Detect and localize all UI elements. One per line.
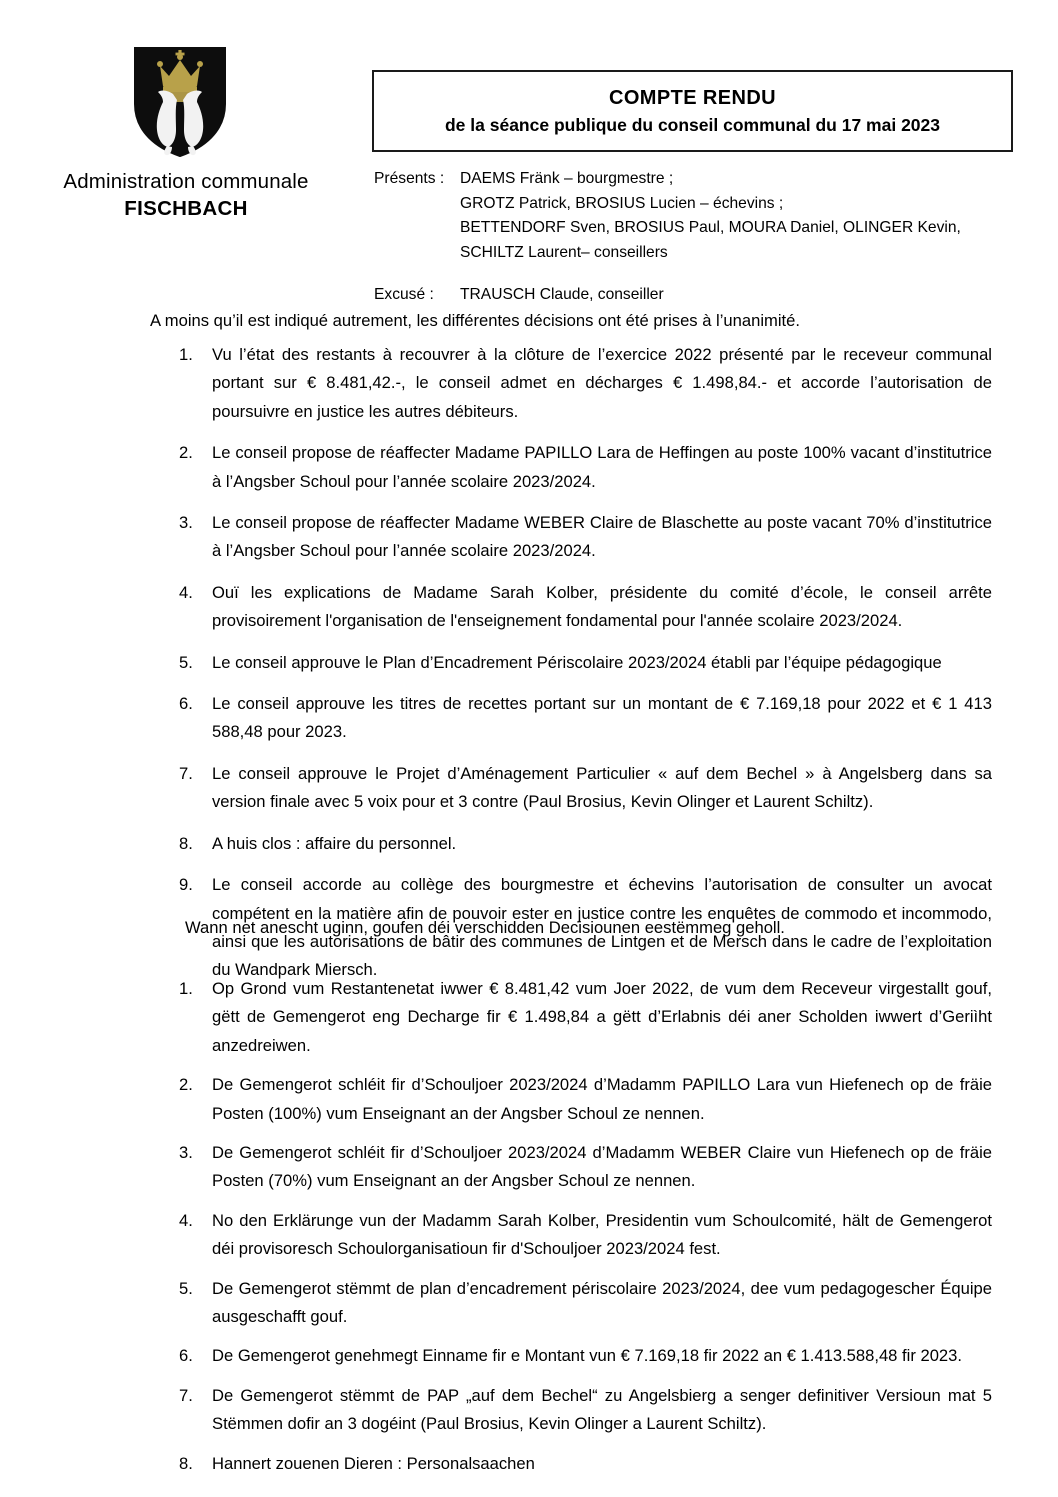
list-item-text: Le conseil propose de réaffecter Madame WEBER Claire de Blaschette au poste vacant 70% d’institutrice à l’Angsber Schoul pour l’année scolaire 2023/2024.	[212, 513, 992, 561]
list-item	[150, 649, 992, 677]
document-title-box	[372, 70, 1013, 152]
attendance-block	[374, 167, 1014, 308]
list-item-number: 2.	[179, 443, 193, 463]
list-item-text: Vu l’état des restants à recouvrer à la clôture de l’exercice 2022 présenté par le receveur communal portant sur € 8.481,42.-, le conseil admet en décharges € 1.498,84.- et accorde l’autorisation de poursuivre en justice les autres débiteurs.	[212, 345, 992, 421]
list-item-text: Le conseil approuve le Projet d’Aménagement Particulier « auf dem Bechel » à Angelsberg dans sa version finale avec 5 voix pour et 3 contre (Paul Brosius, Kevin Olinger et Laurent Schiltz).	[212, 763, 992, 812]
luxembourgish-decisions-list	[150, 975, 992, 1478]
organization-name	[0, 168, 372, 222]
attendance-row-excused	[374, 283, 1014, 308]
attendance-label-excused: Excusé :	[374, 286, 434, 303]
attendance-values-excused	[460, 283, 1014, 308]
list-item	[150, 509, 992, 566]
list-item-number: 7.	[179, 763, 193, 783]
list-item-number: 5.	[179, 652, 193, 672]
french-intro-paragraph: A moins qu’il est indiqué autrement, les différentes décisions ont été prises à l’unanimité.	[150, 311, 800, 330]
list-item-text: De Gemengerot stëmmt de plan d’encadrement périscolaire 2023/2024, dee vum pedagogescher Équipe ausgeschafft gouf.	[212, 1278, 992, 1327]
list-item	[150, 975, 992, 1060]
list-item-number: 6.	[179, 1346, 193, 1366]
list-item	[150, 1275, 992, 1332]
attendance-row-present	[374, 167, 1014, 265]
list-item-number: 6.	[179, 694, 193, 714]
list-item-number: 3.	[179, 513, 193, 533]
list-item-text: De Gemengerot genehmegt Einname fir e Montant vun € 7.169,18 fir 2022 an € 1.413.588,48 fir 2023.	[212, 1346, 962, 1366]
attendee-line: SCHILTZ Laurent– conseillers	[460, 243, 668, 261]
list-item	[150, 1342, 992, 1370]
list-item-text: Le conseil accorde au collège des bourgmestre et échevins l’autorisation de consulter un avocat compétent en la matière afin de pouvoir ester en justice contre les enquêtes de commodo et incommodo, ainsi que les autorisations de bâtir des communes de Lintgen et de Mersch dans le cadre de l’exploitation du Wandpark Miersch.	[212, 875, 992, 980]
list-item-number: 8.	[179, 1453, 193, 1473]
attendee-line: BETTENDORF Sven, BROSIUS Paul, MOURA Daniel, OLINGER Kevin,	[460, 219, 961, 236]
list-item-number: 9.	[179, 875, 193, 895]
list-item	[150, 1382, 992, 1439]
list-item-number: 4.	[179, 1210, 193, 1230]
luxembourgish-intro-paragraph: Wann net anescht uginn, goufen déi verschidden Decisiounen eestëmmeg geholl.	[185, 918, 785, 937]
attendee-line: TRAUSCH Claude, conseiller	[460, 286, 664, 303]
list-item-number: 1.	[179, 979, 193, 998]
list-item	[150, 830, 992, 858]
page-title: COMPTE RENDU	[608, 86, 777, 109]
list-item	[150, 760, 992, 817]
list-item	[150, 1207, 992, 1264]
list-item-text: Le conseil propose de réaffecter Madame PAPILLO Lara de Heffingen au poste 100% vacant d’institutrice à l’Angsber Schoul pour l’année scolaire 2023/2024.	[212, 443, 992, 491]
list-item	[150, 1139, 992, 1196]
list-item-text: A huis clos : affaire du personnel.	[212, 833, 457, 853]
org-line-municipality: FISCHBACH	[124, 197, 248, 220]
list-item-text: Op Grond vum Restantenetat iwwer € 8.481,42 vum Joer 2022, de vum dem Receveur virgestallt gouf, gëtt de Gemengerot eng Decharge fir € 1.498,84 a gëtt d’Erlabnis déi aner Scholden iwwert d’Geriìht anzedreiwen.	[212, 979, 992, 1055]
list-item-text: De Gemengerot stëmmt de PAP „auf dem Bechel“ zu Angelsbierg a senger definitiver Versioun mat 5 Stëmmen dofir an 3 dogéint (Paul Brosius, Kevin Olinger a Laurent Schiltz).	[212, 1385, 992, 1434]
list-item-number: 7.	[179, 1385, 193, 1405]
list-item-number: 4.	[179, 582, 193, 602]
list-item-number: 3.	[179, 1143, 193, 1163]
list-item	[150, 579, 992, 636]
org-line-administration: Administration communale	[63, 170, 309, 193]
list-item-number: 8.	[179, 833, 193, 853]
attendance-label-present: Présents :	[374, 170, 445, 187]
list-item-number: 2.	[179, 1075, 193, 1095]
list-item-text: No den Erklärunge vun der Madamm Sarah Kolber, Presidentin vum Schoulcomité, hält de Gemengerot déi provisoresch Schoulorganisatioun fir d'Schouljoer 2023/2024 fest.	[212, 1210, 992, 1259]
list-item	[150, 690, 992, 747]
list-item-text: Ouï les explications de Madame Sarah Kolber, présidente du comité d’école, le conseil arrête provisoirement l'organisation de l'enseignement fondamental pour l'année scolaire 2023/2024.	[212, 582, 992, 631]
list-item	[150, 341, 992, 426]
list-item-text: Le conseil approuve les titres de recettes portant sur un montant de € 7.169,18 pour 2022 et € 1 413 588,48 pour 2023.	[212, 694, 992, 742]
french-decisions-list	[150, 341, 992, 985]
page-subtitle: de la séance publique du conseil communal du 17 mai 2023	[444, 114, 941, 135]
list-item	[150, 1450, 992, 1478]
attendance-values-present	[460, 167, 1014, 265]
list-item	[150, 1071, 992, 1128]
list-item	[150, 439, 992, 496]
list-item-number: 1.	[179, 345, 193, 364]
attendee-line: DAEMS Fränk – bourgmestre ;	[460, 170, 674, 187]
list-item-text: De Gemengerot schléit fir d’Schouljoer 2023/2024 d’Madamm WEBER Claire vun Hiefenech op de fräie Posten (70%) vum Enseignant an der Angsber Schoul ze nennen.	[212, 1143, 992, 1191]
list-item-text: Le conseil approuve le Plan d’Encadrement Périscolaire 2023/2024 établi par l’équipe pédagogique	[212, 652, 942, 672]
list-item-text: Hannert zouenen Dieren : Personalsaachen	[212, 1453, 535, 1473]
coat-of-arms-icon	[133, 46, 227, 158]
list-item-number: 5.	[179, 1278, 193, 1298]
attendee-line: GROTZ Patrick, BROSIUS Lucien – échevins ;	[460, 194, 784, 212]
list-item-text: De Gemengerot schléit fir d’Schouljoer 2023/2024 d’Madamm PAPILLO Lara vun Hiefenech op de fräie Posten (100%) vum Enseignant an der Angsber Schoul ze nennen.	[212, 1075, 992, 1123]
